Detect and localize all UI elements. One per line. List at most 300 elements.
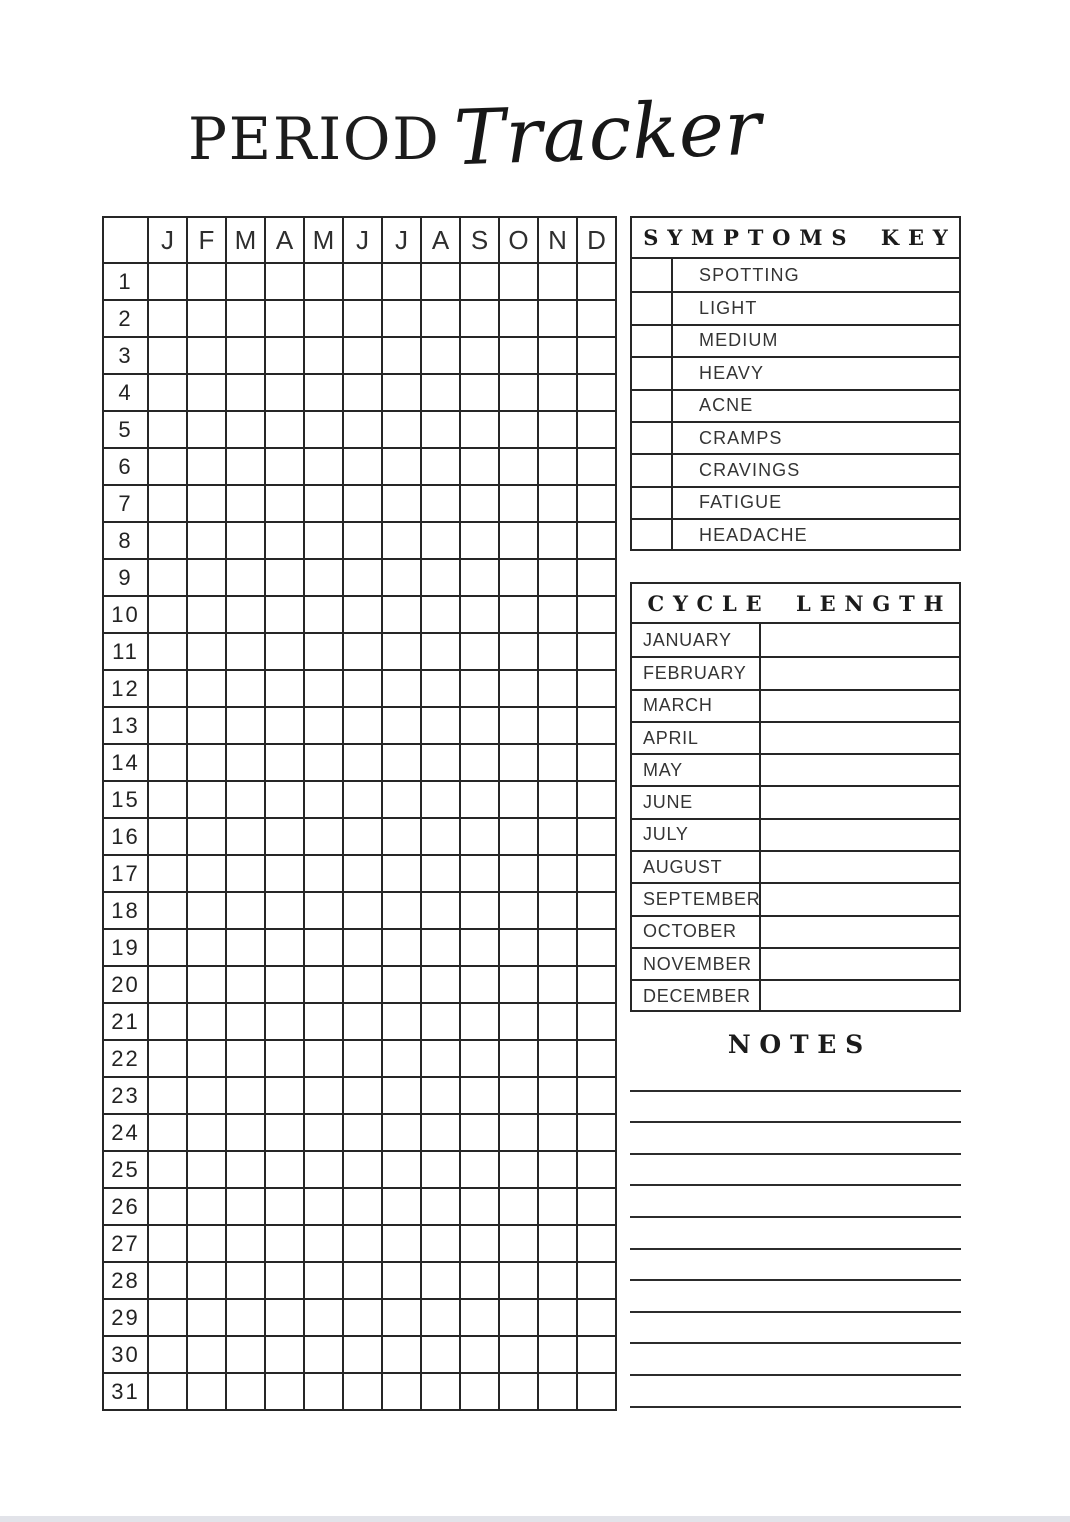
note-line-11[interactable] [630, 1376, 961, 1408]
grid-cell-day2-month4[interactable] [265, 300, 304, 337]
grid-cell-day15-month8[interactable] [421, 781, 460, 818]
grid-cell-day4-month2[interactable] [187, 374, 226, 411]
grid-cell-day22-month2[interactable] [187, 1040, 226, 1077]
grid-cell-day22-month10[interactable] [499, 1040, 538, 1077]
grid-cell-day5-month4[interactable] [265, 411, 304, 448]
grid-cell-day2-month12[interactable] [577, 300, 616, 337]
grid-cell-day12-month3[interactable] [226, 670, 265, 707]
grid-cell-day3-month2[interactable] [187, 337, 226, 374]
grid-cell-day18-month12[interactable] [577, 892, 616, 929]
grid-cell-day3-month8[interactable] [421, 337, 460, 374]
grid-cell-day15-month2[interactable] [187, 781, 226, 818]
grid-cell-day17-month7[interactable] [382, 855, 421, 892]
grid-cell-day14-month10[interactable] [499, 744, 538, 781]
grid-cell-day25-month8[interactable] [421, 1151, 460, 1188]
grid-cell-day11-month7[interactable] [382, 633, 421, 670]
grid-cell-day17-month4[interactable] [265, 855, 304, 892]
grid-cell-day1-month2[interactable] [187, 263, 226, 300]
grid-cell-day25-month3[interactable] [226, 1151, 265, 1188]
grid-cell-day6-month9[interactable] [460, 448, 499, 485]
grid-cell-day24-month10[interactable] [499, 1114, 538, 1151]
grid-cell-day1-month5[interactable] [304, 263, 343, 300]
symptom-swatch-box-spotting[interactable] [632, 259, 673, 291]
grid-cell-day19-month12[interactable] [577, 929, 616, 966]
grid-cell-day25-month6[interactable] [343, 1151, 382, 1188]
grid-cell-day24-month7[interactable] [382, 1114, 421, 1151]
grid-cell-day15-month9[interactable] [460, 781, 499, 818]
grid-cell-day3-month1[interactable] [148, 337, 187, 374]
grid-cell-day26-month3[interactable] [226, 1188, 265, 1225]
grid-cell-day1-month9[interactable] [460, 263, 499, 300]
grid-cell-day15-month10[interactable] [499, 781, 538, 818]
grid-cell-day7-month3[interactable] [226, 485, 265, 522]
grid-cell-day10-month4[interactable] [265, 596, 304, 633]
grid-cell-day28-month1[interactable] [148, 1262, 187, 1299]
grid-cell-day21-month8[interactable] [421, 1003, 460, 1040]
grid-cell-day11-month11[interactable] [538, 633, 577, 670]
grid-cell-day5-month2[interactable] [187, 411, 226, 448]
cycle-value-cell-september[interactable] [761, 884, 959, 914]
grid-cell-day15-month5[interactable] [304, 781, 343, 818]
grid-cell-day5-month1[interactable] [148, 411, 187, 448]
cycle-value-cell-january[interactable] [761, 624, 959, 656]
grid-cell-day22-month7[interactable] [382, 1040, 421, 1077]
grid-cell-day18-month4[interactable] [265, 892, 304, 929]
grid-cell-day15-month1[interactable] [148, 781, 187, 818]
grid-cell-day21-month1[interactable] [148, 1003, 187, 1040]
grid-cell-day26-month11[interactable] [538, 1188, 577, 1225]
grid-cell-day2-month1[interactable] [148, 300, 187, 337]
grid-cell-day3-month7[interactable] [382, 337, 421, 374]
grid-cell-day7-month11[interactable] [538, 485, 577, 522]
grid-cell-day27-month5[interactable] [304, 1225, 343, 1262]
grid-cell-day9-month1[interactable] [148, 559, 187, 596]
grid-cell-day8-month2[interactable] [187, 522, 226, 559]
grid-cell-day17-month6[interactable] [343, 855, 382, 892]
grid-cell-day27-month2[interactable] [187, 1225, 226, 1262]
grid-cell-day20-month10[interactable] [499, 966, 538, 1003]
grid-cell-day27-month3[interactable] [226, 1225, 265, 1262]
grid-cell-day15-month7[interactable] [382, 781, 421, 818]
grid-cell-day22-month1[interactable] [148, 1040, 187, 1077]
grid-cell-day21-month2[interactable] [187, 1003, 226, 1040]
grid-cell-day31-month6[interactable] [343, 1373, 382, 1410]
grid-cell-day20-month8[interactable] [421, 966, 460, 1003]
cycle-value-cell-october[interactable] [761, 917, 959, 947]
grid-cell-day24-month4[interactable] [265, 1114, 304, 1151]
grid-cell-day14-month1[interactable] [148, 744, 187, 781]
grid-cell-day28-month8[interactable] [421, 1262, 460, 1299]
cycle-value-cell-april[interactable] [761, 723, 959, 753]
note-line-9[interactable] [630, 1313, 961, 1345]
grid-cell-day28-month7[interactable] [382, 1262, 421, 1299]
grid-cell-day23-month7[interactable] [382, 1077, 421, 1114]
note-line-3[interactable] [630, 1123, 961, 1155]
grid-cell-day20-month7[interactable] [382, 966, 421, 1003]
grid-cell-day14-month3[interactable] [226, 744, 265, 781]
grid-cell-day20-month12[interactable] [577, 966, 616, 1003]
grid-cell-day19-month5[interactable] [304, 929, 343, 966]
grid-cell-day11-month3[interactable] [226, 633, 265, 670]
grid-cell-day24-month3[interactable] [226, 1114, 265, 1151]
grid-cell-day18-month9[interactable] [460, 892, 499, 929]
grid-cell-day31-month1[interactable] [148, 1373, 187, 1410]
note-line-4[interactable] [630, 1155, 961, 1187]
grid-cell-day14-month12[interactable] [577, 744, 616, 781]
note-line-2[interactable] [630, 1092, 961, 1124]
grid-cell-day13-month5[interactable] [304, 707, 343, 744]
grid-cell-day18-month5[interactable] [304, 892, 343, 929]
grid-cell-day14-month11[interactable] [538, 744, 577, 781]
grid-cell-day16-month10[interactable] [499, 818, 538, 855]
grid-cell-day3-month9[interactable] [460, 337, 499, 374]
grid-cell-day24-month8[interactable] [421, 1114, 460, 1151]
grid-cell-day31-month2[interactable] [187, 1373, 226, 1410]
grid-cell-day18-month2[interactable] [187, 892, 226, 929]
grid-cell-day23-month4[interactable] [265, 1077, 304, 1114]
grid-cell-day14-month2[interactable] [187, 744, 226, 781]
grid-cell-day13-month10[interactable] [499, 707, 538, 744]
grid-cell-day6-month10[interactable] [499, 448, 538, 485]
grid-cell-day24-month5[interactable] [304, 1114, 343, 1151]
grid-cell-day17-month1[interactable] [148, 855, 187, 892]
grid-cell-day12-month11[interactable] [538, 670, 577, 707]
grid-cell-day20-month4[interactable] [265, 966, 304, 1003]
grid-cell-day23-month3[interactable] [226, 1077, 265, 1114]
grid-cell-day18-month11[interactable] [538, 892, 577, 929]
grid-cell-day29-month1[interactable] [148, 1299, 187, 1336]
grid-cell-day8-month8[interactable] [421, 522, 460, 559]
grid-cell-day5-month11[interactable] [538, 411, 577, 448]
grid-cell-day26-month8[interactable] [421, 1188, 460, 1225]
grid-cell-day28-month2[interactable] [187, 1262, 226, 1299]
grid-cell-day9-month4[interactable] [265, 559, 304, 596]
grid-cell-day4-month3[interactable] [226, 374, 265, 411]
grid-cell-day7-month10[interactable] [499, 485, 538, 522]
grid-cell-day3-month3[interactable] [226, 337, 265, 374]
grid-cell-day28-month10[interactable] [499, 1262, 538, 1299]
grid-cell-day13-month11[interactable] [538, 707, 577, 744]
grid-cell-day9-month12[interactable] [577, 559, 616, 596]
grid-cell-day10-month6[interactable] [343, 596, 382, 633]
grid-cell-day4-month11[interactable] [538, 374, 577, 411]
grid-cell-day9-month9[interactable] [460, 559, 499, 596]
grid-cell-day24-month9[interactable] [460, 1114, 499, 1151]
grid-cell-day5-month5[interactable] [304, 411, 343, 448]
grid-cell-day15-month4[interactable] [265, 781, 304, 818]
grid-cell-day10-month7[interactable] [382, 596, 421, 633]
grid-cell-day20-month5[interactable] [304, 966, 343, 1003]
grid-cell-day7-month4[interactable] [265, 485, 304, 522]
grid-cell-day11-month1[interactable] [148, 633, 187, 670]
cycle-value-cell-may[interactable] [761, 755, 959, 785]
grid-cell-day11-month9[interactable] [460, 633, 499, 670]
grid-cell-day31-month12[interactable] [577, 1373, 616, 1410]
grid-cell-day20-month9[interactable] [460, 966, 499, 1003]
grid-cell-day10-month10[interactable] [499, 596, 538, 633]
grid-cell-day2-month2[interactable] [187, 300, 226, 337]
grid-cell-day16-month6[interactable] [343, 818, 382, 855]
grid-cell-day12-month12[interactable] [577, 670, 616, 707]
grid-cell-day22-month4[interactable] [265, 1040, 304, 1077]
grid-cell-day16-month11[interactable] [538, 818, 577, 855]
grid-cell-day6-month12[interactable] [577, 448, 616, 485]
grid-cell-day23-month10[interactable] [499, 1077, 538, 1114]
grid-cell-day23-month8[interactable] [421, 1077, 460, 1114]
grid-cell-day27-month8[interactable] [421, 1225, 460, 1262]
grid-cell-day13-month1[interactable] [148, 707, 187, 744]
grid-cell-day26-month1[interactable] [148, 1188, 187, 1225]
grid-cell-day8-month11[interactable] [538, 522, 577, 559]
symptom-swatch-box-cramps[interactable] [632, 423, 673, 453]
note-line-6[interactable] [630, 1218, 961, 1250]
grid-cell-day26-month12[interactable] [577, 1188, 616, 1225]
grid-cell-day18-month3[interactable] [226, 892, 265, 929]
grid-cell-day1-month1[interactable] [148, 263, 187, 300]
grid-cell-day12-month1[interactable] [148, 670, 187, 707]
grid-cell-day13-month2[interactable] [187, 707, 226, 744]
symptom-swatch-box-acne[interactable] [632, 391, 673, 421]
grid-cell-day28-month6[interactable] [343, 1262, 382, 1299]
grid-cell-day14-month7[interactable] [382, 744, 421, 781]
grid-cell-day26-month6[interactable] [343, 1188, 382, 1225]
grid-cell-day2-month6[interactable] [343, 300, 382, 337]
grid-cell-day13-month3[interactable] [226, 707, 265, 744]
grid-cell-day16-month3[interactable] [226, 818, 265, 855]
grid-cell-day15-month3[interactable] [226, 781, 265, 818]
grid-cell-day13-month12[interactable] [577, 707, 616, 744]
grid-cell-day9-month5[interactable] [304, 559, 343, 596]
grid-cell-day25-month10[interactable] [499, 1151, 538, 1188]
grid-cell-day22-month5[interactable] [304, 1040, 343, 1077]
grid-cell-day27-month6[interactable] [343, 1225, 382, 1262]
grid-cell-day2-month8[interactable] [421, 300, 460, 337]
cycle-value-cell-november[interactable] [761, 949, 959, 979]
grid-cell-day13-month6[interactable] [343, 707, 382, 744]
symptom-swatch-box-fatigue[interactable] [632, 488, 673, 518]
grid-cell-day25-month1[interactable] [148, 1151, 187, 1188]
symptom-swatch-box-heavy[interactable] [632, 358, 673, 388]
symptom-swatch-box-headache[interactable] [632, 520, 673, 550]
grid-cell-day7-month2[interactable] [187, 485, 226, 522]
grid-cell-day1-month10[interactable] [499, 263, 538, 300]
grid-cell-day16-month12[interactable] [577, 818, 616, 855]
grid-cell-day27-month4[interactable] [265, 1225, 304, 1262]
grid-cell-day28-month11[interactable] [538, 1262, 577, 1299]
grid-cell-day1-month6[interactable] [343, 263, 382, 300]
grid-cell-day22-month11[interactable] [538, 1040, 577, 1077]
grid-cell-day9-month6[interactable] [343, 559, 382, 596]
grid-cell-day18-month7[interactable] [382, 892, 421, 929]
grid-cell-day30-month10[interactable] [499, 1336, 538, 1373]
grid-cell-day24-month11[interactable] [538, 1114, 577, 1151]
cycle-value-cell-december[interactable] [761, 981, 959, 1011]
grid-cell-day6-month4[interactable] [265, 448, 304, 485]
grid-cell-day4-month10[interactable] [499, 374, 538, 411]
grid-cell-day7-month6[interactable] [343, 485, 382, 522]
note-line-10[interactable] [630, 1344, 961, 1376]
grid-cell-day11-month2[interactable] [187, 633, 226, 670]
grid-cell-day29-month12[interactable] [577, 1299, 616, 1336]
grid-cell-day12-month5[interactable] [304, 670, 343, 707]
grid-cell-day29-month11[interactable] [538, 1299, 577, 1336]
grid-cell-day4-month8[interactable] [421, 374, 460, 411]
grid-cell-day19-month11[interactable] [538, 929, 577, 966]
grid-cell-day6-month6[interactable] [343, 448, 382, 485]
grid-cell-day10-month5[interactable] [304, 596, 343, 633]
cycle-value-cell-march[interactable] [761, 691, 959, 721]
grid-cell-day5-month10[interactable] [499, 411, 538, 448]
grid-cell-day29-month6[interactable] [343, 1299, 382, 1336]
grid-cell-day2-month7[interactable] [382, 300, 421, 337]
grid-cell-day8-month6[interactable] [343, 522, 382, 559]
grid-cell-day2-month9[interactable] [460, 300, 499, 337]
grid-cell-day10-month2[interactable] [187, 596, 226, 633]
grid-cell-day17-month12[interactable] [577, 855, 616, 892]
note-line-7[interactable] [630, 1250, 961, 1282]
grid-cell-day31-month3[interactable] [226, 1373, 265, 1410]
grid-cell-day10-month3[interactable] [226, 596, 265, 633]
grid-cell-day19-month7[interactable] [382, 929, 421, 966]
grid-cell-day21-month10[interactable] [499, 1003, 538, 1040]
grid-cell-day7-month5[interactable] [304, 485, 343, 522]
grid-cell-day12-month2[interactable] [187, 670, 226, 707]
grid-cell-day26-month7[interactable] [382, 1188, 421, 1225]
grid-cell-day15-month12[interactable] [577, 781, 616, 818]
grid-cell-day4-month4[interactable] [265, 374, 304, 411]
grid-cell-day6-month7[interactable] [382, 448, 421, 485]
grid-cell-day2-month10[interactable] [499, 300, 538, 337]
grid-cell-day30-month2[interactable] [187, 1336, 226, 1373]
grid-cell-day6-month3[interactable] [226, 448, 265, 485]
grid-cell-day9-month2[interactable] [187, 559, 226, 596]
grid-cell-day14-month8[interactable] [421, 744, 460, 781]
grid-cell-day21-month7[interactable] [382, 1003, 421, 1040]
cycle-value-cell-june[interactable] [761, 787, 959, 817]
grid-cell-day19-month10[interactable] [499, 929, 538, 966]
grid-cell-day6-month1[interactable] [148, 448, 187, 485]
grid-cell-day14-month6[interactable] [343, 744, 382, 781]
note-line-5[interactable] [630, 1186, 961, 1218]
grid-cell-day16-month7[interactable] [382, 818, 421, 855]
grid-cell-day18-month10[interactable] [499, 892, 538, 929]
grid-cell-day28-month4[interactable] [265, 1262, 304, 1299]
grid-cell-day17-month11[interactable] [538, 855, 577, 892]
grid-cell-day28-month12[interactable] [577, 1262, 616, 1299]
grid-cell-day5-month12[interactable] [577, 411, 616, 448]
grid-cell-day23-month1[interactable] [148, 1077, 187, 1114]
grid-cell-day14-month5[interactable] [304, 744, 343, 781]
grid-cell-day29-month7[interactable] [382, 1299, 421, 1336]
grid-cell-day27-month11[interactable] [538, 1225, 577, 1262]
grid-cell-day25-month5[interactable] [304, 1151, 343, 1188]
grid-cell-day1-month12[interactable] [577, 263, 616, 300]
grid-cell-day6-month11[interactable] [538, 448, 577, 485]
grid-cell-day20-month2[interactable] [187, 966, 226, 1003]
grid-cell-day20-month11[interactable] [538, 966, 577, 1003]
grid-cell-day19-month4[interactable] [265, 929, 304, 966]
cycle-value-cell-august[interactable] [761, 852, 959, 882]
grid-cell-day30-month8[interactable] [421, 1336, 460, 1373]
grid-cell-day10-month8[interactable] [421, 596, 460, 633]
grid-cell-day5-month8[interactable] [421, 411, 460, 448]
grid-cell-day12-month7[interactable] [382, 670, 421, 707]
grid-cell-day11-month5[interactable] [304, 633, 343, 670]
grid-cell-day17-month8[interactable] [421, 855, 460, 892]
grid-cell-day3-month11[interactable] [538, 337, 577, 374]
grid-cell-day27-month9[interactable] [460, 1225, 499, 1262]
grid-cell-day1-month8[interactable] [421, 263, 460, 300]
grid-cell-day5-month6[interactable] [343, 411, 382, 448]
grid-cell-day7-month8[interactable] [421, 485, 460, 522]
grid-cell-day10-month9[interactable] [460, 596, 499, 633]
grid-cell-day17-month10[interactable] [499, 855, 538, 892]
grid-cell-day6-month5[interactable] [304, 448, 343, 485]
grid-cell-day13-month9[interactable] [460, 707, 499, 744]
grid-cell-day31-month11[interactable] [538, 1373, 577, 1410]
grid-cell-day19-month1[interactable] [148, 929, 187, 966]
grid-cell-day27-month7[interactable] [382, 1225, 421, 1262]
grid-cell-day12-month6[interactable] [343, 670, 382, 707]
grid-cell-day31-month7[interactable] [382, 1373, 421, 1410]
grid-cell-day31-month4[interactable] [265, 1373, 304, 1410]
grid-cell-day4-month1[interactable] [148, 374, 187, 411]
note-line-1[interactable] [630, 1060, 961, 1092]
grid-cell-day16-month1[interactable] [148, 818, 187, 855]
grid-cell-day4-month12[interactable] [577, 374, 616, 411]
grid-cell-day4-month6[interactable] [343, 374, 382, 411]
grid-cell-day29-month8[interactable] [421, 1299, 460, 1336]
grid-cell-day10-month12[interactable] [577, 596, 616, 633]
grid-cell-day8-month1[interactable] [148, 522, 187, 559]
grid-cell-day9-month11[interactable] [538, 559, 577, 596]
grid-cell-day24-month1[interactable] [148, 1114, 187, 1151]
cycle-value-cell-february[interactable] [761, 658, 959, 688]
grid-cell-day2-month11[interactable] [538, 300, 577, 337]
grid-cell-day25-month9[interactable] [460, 1151, 499, 1188]
grid-cell-day16-month4[interactable] [265, 818, 304, 855]
grid-cell-day29-month5[interactable] [304, 1299, 343, 1336]
grid-cell-day26-month2[interactable] [187, 1188, 226, 1225]
grid-cell-day18-month1[interactable] [148, 892, 187, 929]
grid-cell-day20-month1[interactable] [148, 966, 187, 1003]
grid-cell-day12-month8[interactable] [421, 670, 460, 707]
grid-cell-day14-month9[interactable] [460, 744, 499, 781]
grid-cell-day11-month4[interactable] [265, 633, 304, 670]
grid-cell-day23-month6[interactable] [343, 1077, 382, 1114]
grid-cell-day30-month4[interactable] [265, 1336, 304, 1373]
grid-cell-day29-month2[interactable] [187, 1299, 226, 1336]
grid-cell-day24-month6[interactable] [343, 1114, 382, 1151]
grid-cell-day21-month3[interactable] [226, 1003, 265, 1040]
grid-cell-day25-month12[interactable] [577, 1151, 616, 1188]
grid-cell-day11-month12[interactable] [577, 633, 616, 670]
grid-cell-day11-month8[interactable] [421, 633, 460, 670]
grid-cell-day29-month9[interactable] [460, 1299, 499, 1336]
grid-cell-day13-month7[interactable] [382, 707, 421, 744]
grid-cell-day10-month1[interactable] [148, 596, 187, 633]
grid-cell-day22-month9[interactable] [460, 1040, 499, 1077]
grid-cell-day7-month12[interactable] [577, 485, 616, 522]
grid-cell-day3-month10[interactable] [499, 337, 538, 374]
grid-cell-day1-month4[interactable] [265, 263, 304, 300]
grid-cell-day16-month5[interactable] [304, 818, 343, 855]
grid-cell-day9-month3[interactable] [226, 559, 265, 596]
grid-cell-day12-month10[interactable] [499, 670, 538, 707]
grid-cell-day29-month3[interactable] [226, 1299, 265, 1336]
grid-cell-day25-month7[interactable] [382, 1151, 421, 1188]
grid-cell-day21-month11[interactable] [538, 1003, 577, 1040]
